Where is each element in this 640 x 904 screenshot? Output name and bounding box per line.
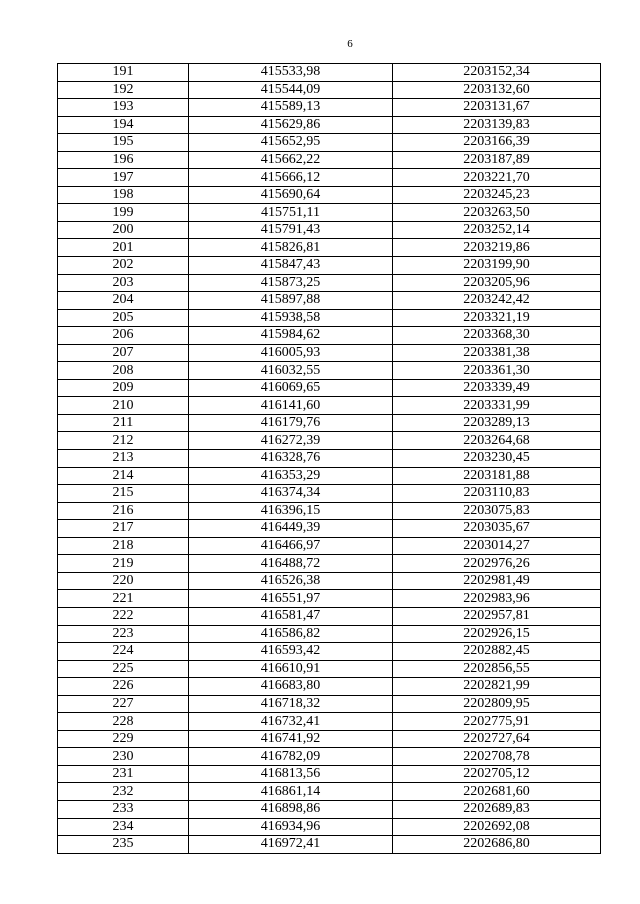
point-number-cell: 225 (58, 660, 189, 678)
y-coordinate-cell: 2202705,12 (393, 765, 601, 783)
x-coordinate-cell: 415589,13 (189, 99, 393, 117)
point-number-cell: 216 (58, 502, 189, 520)
table-row (58, 186, 601, 204)
y-coordinate-cell: 2202882,45 (393, 643, 601, 661)
y-coordinate-cell: 2203252,14 (393, 221, 601, 239)
table-row (58, 274, 601, 292)
table-row (58, 414, 601, 432)
x-coordinate-cell: 416732,41 (189, 713, 393, 731)
table-row (58, 134, 601, 152)
x-coordinate-cell: 416741,92 (189, 730, 393, 748)
point-number-cell: 204 (58, 292, 189, 310)
table-row (58, 572, 601, 590)
point-number-cell: 223 (58, 625, 189, 643)
x-coordinate-cell: 416934,96 (189, 818, 393, 836)
point-number-cell: 230 (58, 748, 189, 766)
point-number-cell: 206 (58, 327, 189, 345)
point-number-cell: 203 (58, 274, 189, 292)
point-number-cell: 209 (58, 379, 189, 397)
table-row (58, 836, 601, 854)
x-coordinate-cell: 415690,64 (189, 186, 393, 204)
point-number-cell: 205 (58, 309, 189, 327)
point-number-cell: 196 (58, 151, 189, 169)
y-coordinate-cell: 2202976,26 (393, 555, 601, 573)
x-coordinate-cell: 416449,39 (189, 520, 393, 538)
table-row (58, 678, 601, 696)
table-row (58, 169, 601, 187)
y-coordinate-cell: 2202708,78 (393, 748, 601, 766)
x-coordinate-cell: 416374,34 (189, 485, 393, 503)
x-coordinate-cell: 416898,86 (189, 800, 393, 818)
table-row (58, 397, 601, 415)
table-row (58, 660, 601, 678)
point-number-cell: 201 (58, 239, 189, 257)
x-coordinate-cell: 416683,80 (189, 678, 393, 696)
table-row (58, 292, 601, 310)
point-number-cell: 221 (58, 590, 189, 608)
point-number-cell: 228 (58, 713, 189, 731)
y-coordinate-cell: 2203014,27 (393, 537, 601, 555)
x-coordinate-cell: 416005,93 (189, 344, 393, 362)
y-coordinate-cell: 2203381,38 (393, 344, 601, 362)
y-coordinate-cell: 2203219,86 (393, 239, 601, 257)
table-row (58, 64, 601, 82)
point-number-cell: 214 (58, 467, 189, 485)
y-coordinate-cell: 2203361,30 (393, 362, 601, 380)
x-coordinate-cell: 415662,22 (189, 151, 393, 169)
x-coordinate-cell: 415751,11 (189, 204, 393, 222)
coordinates-table (57, 63, 601, 854)
point-number-cell: 220 (58, 572, 189, 590)
point-number-cell: 213 (58, 450, 189, 468)
point-number-cell: 212 (58, 432, 189, 450)
x-coordinate-cell: 416328,76 (189, 450, 393, 468)
point-number-cell: 229 (58, 730, 189, 748)
point-number-cell: 215 (58, 485, 189, 503)
x-coordinate-cell: 416581,47 (189, 607, 393, 625)
y-coordinate-cell: 2203181,88 (393, 467, 601, 485)
point-number-cell: 193 (58, 99, 189, 117)
y-coordinate-cell: 2202727,64 (393, 730, 601, 748)
x-coordinate-cell: 415629,86 (189, 116, 393, 134)
point-number-cell: 222 (58, 607, 189, 625)
y-coordinate-cell: 2203289,13 (393, 414, 601, 432)
point-number-cell: 200 (58, 221, 189, 239)
table-row (58, 695, 601, 713)
point-number-cell: 210 (58, 397, 189, 415)
table-row (58, 485, 601, 503)
point-number-cell: 217 (58, 520, 189, 538)
point-number-cell: 234 (58, 818, 189, 836)
table-row (58, 309, 601, 327)
x-coordinate-cell: 416488,72 (189, 555, 393, 573)
x-coordinate-cell: 415826,81 (189, 239, 393, 257)
table-row (58, 555, 601, 573)
table-row (58, 800, 601, 818)
y-coordinate-cell: 2203264,68 (393, 432, 601, 450)
x-coordinate-cell: 416586,82 (189, 625, 393, 643)
table-row (58, 625, 601, 643)
x-coordinate-cell: 416526,38 (189, 572, 393, 590)
y-coordinate-cell: 2202983,96 (393, 590, 601, 608)
table-row (58, 713, 601, 731)
table-row (58, 257, 601, 275)
x-coordinate-cell: 415666,12 (189, 169, 393, 187)
table-row (58, 450, 601, 468)
point-number-cell: 195 (58, 134, 189, 152)
y-coordinate-cell: 2203075,83 (393, 502, 601, 520)
point-number-cell: 199 (58, 204, 189, 222)
table-row (58, 730, 601, 748)
x-coordinate-cell: 416032,55 (189, 362, 393, 380)
x-coordinate-cell: 416179,76 (189, 414, 393, 432)
x-coordinate-cell: 416396,15 (189, 502, 393, 520)
x-coordinate-cell: 416718,32 (189, 695, 393, 713)
table-row (58, 81, 601, 99)
y-coordinate-cell: 2202957,81 (393, 607, 601, 625)
table-row (58, 362, 601, 380)
x-coordinate-cell: 416813,56 (189, 765, 393, 783)
y-coordinate-cell: 2202856,55 (393, 660, 601, 678)
table-row (58, 748, 601, 766)
point-number-cell: 232 (58, 783, 189, 801)
y-coordinate-cell: 2202926,15 (393, 625, 601, 643)
x-coordinate-cell: 415544,09 (189, 81, 393, 99)
point-number-cell: 233 (58, 800, 189, 818)
table-row (58, 783, 601, 801)
table-row (58, 327, 601, 345)
point-number-cell: 192 (58, 81, 189, 99)
table-row (58, 643, 601, 661)
coordinates-table-body (58, 64, 601, 854)
table-row (58, 520, 601, 538)
x-coordinate-cell: 416861,14 (189, 783, 393, 801)
y-coordinate-cell: 2202692,08 (393, 818, 601, 836)
point-number-cell: 211 (58, 414, 189, 432)
y-coordinate-cell: 2203230,45 (393, 450, 601, 468)
y-coordinate-cell: 2202686,80 (393, 836, 601, 854)
table-row (58, 151, 601, 169)
point-number-cell: 219 (58, 555, 189, 573)
x-coordinate-cell: 416972,41 (189, 836, 393, 854)
point-number-cell: 227 (58, 695, 189, 713)
point-number-cell: 235 (58, 836, 189, 854)
x-coordinate-cell: 415847,43 (189, 257, 393, 275)
table-row (58, 432, 601, 450)
table-row (58, 818, 601, 836)
table-row (58, 537, 601, 555)
point-number-cell: 194 (58, 116, 189, 134)
table-row (58, 590, 601, 608)
x-coordinate-cell: 416353,29 (189, 467, 393, 485)
y-coordinate-cell: 2203221,70 (393, 169, 601, 187)
y-coordinate-cell: 2203245,23 (393, 186, 601, 204)
table-row (58, 467, 601, 485)
page-number: 6 (347, 38, 353, 50)
y-coordinate-cell: 2203368,30 (393, 327, 601, 345)
table-row (58, 99, 601, 117)
table-row (58, 239, 601, 257)
point-number-cell: 197 (58, 169, 189, 187)
point-number-cell: 231 (58, 765, 189, 783)
y-coordinate-cell: 2203187,89 (393, 151, 601, 169)
x-coordinate-cell: 416069,65 (189, 379, 393, 397)
y-coordinate-cell: 2203152,34 (393, 64, 601, 82)
y-coordinate-cell: 2203132,60 (393, 81, 601, 99)
x-coordinate-cell: 416272,39 (189, 432, 393, 450)
y-coordinate-cell: 2203035,67 (393, 520, 601, 538)
point-number-cell: 191 (58, 64, 189, 82)
y-coordinate-cell: 2203242,42 (393, 292, 601, 310)
x-coordinate-cell: 416141,60 (189, 397, 393, 415)
point-number-cell: 226 (58, 678, 189, 696)
y-coordinate-cell: 2203139,83 (393, 116, 601, 134)
x-coordinate-cell: 415938,58 (189, 309, 393, 327)
y-coordinate-cell: 2203263,50 (393, 204, 601, 222)
x-coordinate-cell: 416551,97 (189, 590, 393, 608)
y-coordinate-cell: 2203166,39 (393, 134, 601, 152)
x-coordinate-cell: 415873,25 (189, 274, 393, 292)
x-coordinate-cell: 416593,42 (189, 643, 393, 661)
y-coordinate-cell: 2202681,60 (393, 783, 601, 801)
y-coordinate-cell: 2203205,96 (393, 274, 601, 292)
point-number-cell: 218 (58, 537, 189, 555)
y-coordinate-cell: 2202809,95 (393, 695, 601, 713)
table-row (58, 344, 601, 362)
y-coordinate-cell: 2203321,19 (393, 309, 601, 327)
table-row (58, 607, 601, 625)
table-row (58, 502, 601, 520)
x-coordinate-cell: 415533,98 (189, 64, 393, 82)
point-number-cell: 207 (58, 344, 189, 362)
y-coordinate-cell: 2202775,91 (393, 713, 601, 731)
table-row (58, 765, 601, 783)
x-coordinate-cell: 415791,43 (189, 221, 393, 239)
point-number-cell: 198 (58, 186, 189, 204)
x-coordinate-cell: 416610,91 (189, 660, 393, 678)
y-coordinate-cell: 2203131,67 (393, 99, 601, 117)
table-row (58, 116, 601, 134)
x-coordinate-cell: 415897,88 (189, 292, 393, 310)
point-number-cell: 202 (58, 257, 189, 275)
table-row (58, 379, 601, 397)
x-coordinate-cell: 416782,09 (189, 748, 393, 766)
y-coordinate-cell: 2202981,49 (393, 572, 601, 590)
point-number-cell: 224 (58, 643, 189, 661)
table-row (58, 221, 601, 239)
y-coordinate-cell: 2202821,99 (393, 678, 601, 696)
table-row (58, 204, 601, 222)
x-coordinate-cell: 416466,97 (189, 537, 393, 555)
y-coordinate-cell: 2202689,83 (393, 800, 601, 818)
y-coordinate-cell: 2203339,49 (393, 379, 601, 397)
y-coordinate-cell: 2203331,99 (393, 397, 601, 415)
y-coordinate-cell: 2203199,90 (393, 257, 601, 275)
x-coordinate-cell: 415652,95 (189, 134, 393, 152)
y-coordinate-cell: 2203110,83 (393, 485, 601, 503)
point-number-cell: 208 (58, 362, 189, 380)
x-coordinate-cell: 415984,62 (189, 327, 393, 345)
